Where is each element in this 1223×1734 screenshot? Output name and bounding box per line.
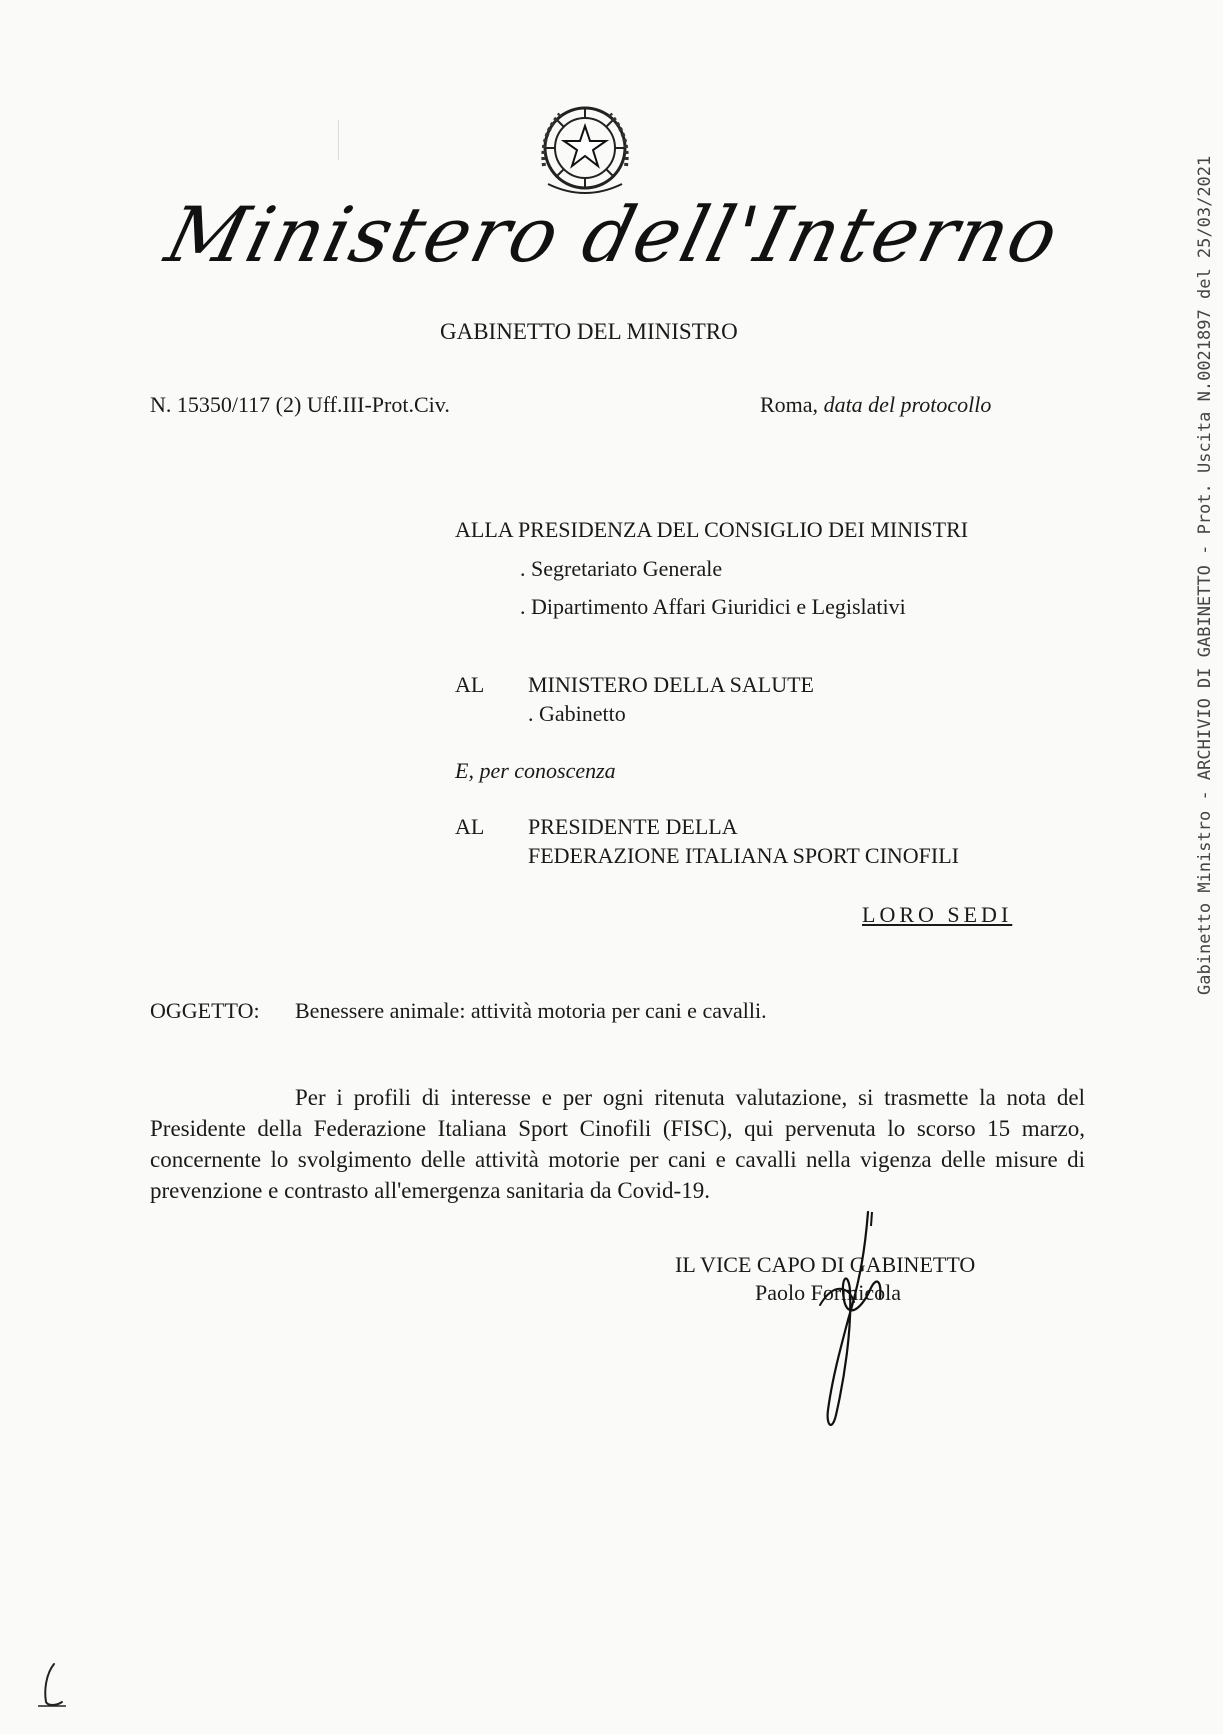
- protocol-number: N. 15350/117 (2) Uff.III-Prot.Civ.: [150, 392, 450, 417]
- recipient-3-prefix: AL: [455, 814, 485, 839]
- subject-text: Benessere animale: attività motoria per cani e cavalli.: [295, 998, 767, 1023]
- date-line: [760, 392, 991, 418]
- signatory-title: IL VICE CAPO DI GABINETTO: [675, 1252, 976, 1277]
- masthead-title: Ministero dell'Interno: [157, 190, 1069, 279]
- office-name: GABINETTO DEL MINISTRO: [440, 319, 738, 344]
- signatory-name: Paolo Formicola: [755, 1280, 902, 1305]
- scan-mark: [338, 120, 343, 160]
- body-text: Per i profili di interesse e per ogni ritenuta valutazione, si trasmette la nota del Presidente della Federazione Italiana Sport Cinofili (FISC), qui pervenuta lo scorso 15 marzo, concernente lo svolgimento delle attività motorie per cani e cavalli nella vigenza delle misure di prevenzione e contrasto all'emergenza sanitaria da Covid-19.: [150, 1085, 1085, 1203]
- recipient-1-sub2: . Dipartimento Affari Giuridici e Legislativi: [520, 594, 906, 619]
- cc-label: E, per conoscenza: [455, 758, 616, 783]
- recipient-1-title: ALLA PRESIDENZA DEL CONSIGLIO DEI MINISTRI: [455, 517, 969, 542]
- recipient-1-sub1: . Segretariato Generale: [520, 556, 723, 581]
- body-paragraph: [150, 1082, 1085, 1206]
- handwritten-page-mark: [32, 1660, 72, 1710]
- date: data del protocollo: [823, 392, 992, 417]
- subject-label: OGGETTO:: [150, 998, 260, 1023]
- recipient-2-line1: MINISTERO DELLA SALUTE: [528, 672, 814, 697]
- place: Roma,: [760, 392, 819, 417]
- protocol-stamp: Gabinetto Ministro - ARCHIVIO DI GABINETTO - Prot. Uscita N.0021897 del 25/03/2021: [1195, 155, 1215, 995]
- recipient-2-line2: . Gabinetto: [528, 701, 626, 726]
- recipient-2-prefix: AL: [455, 672, 485, 697]
- handwritten-signature: [810, 1210, 890, 1440]
- recipient-3-line1: PRESIDENTE DELLA: [528, 814, 738, 839]
- recipient-3-line2: FEDERAZIONE ITALIANA SPORT CINOFILI: [528, 843, 959, 868]
- loro-sedi: LORO SEDI: [862, 902, 1013, 927]
